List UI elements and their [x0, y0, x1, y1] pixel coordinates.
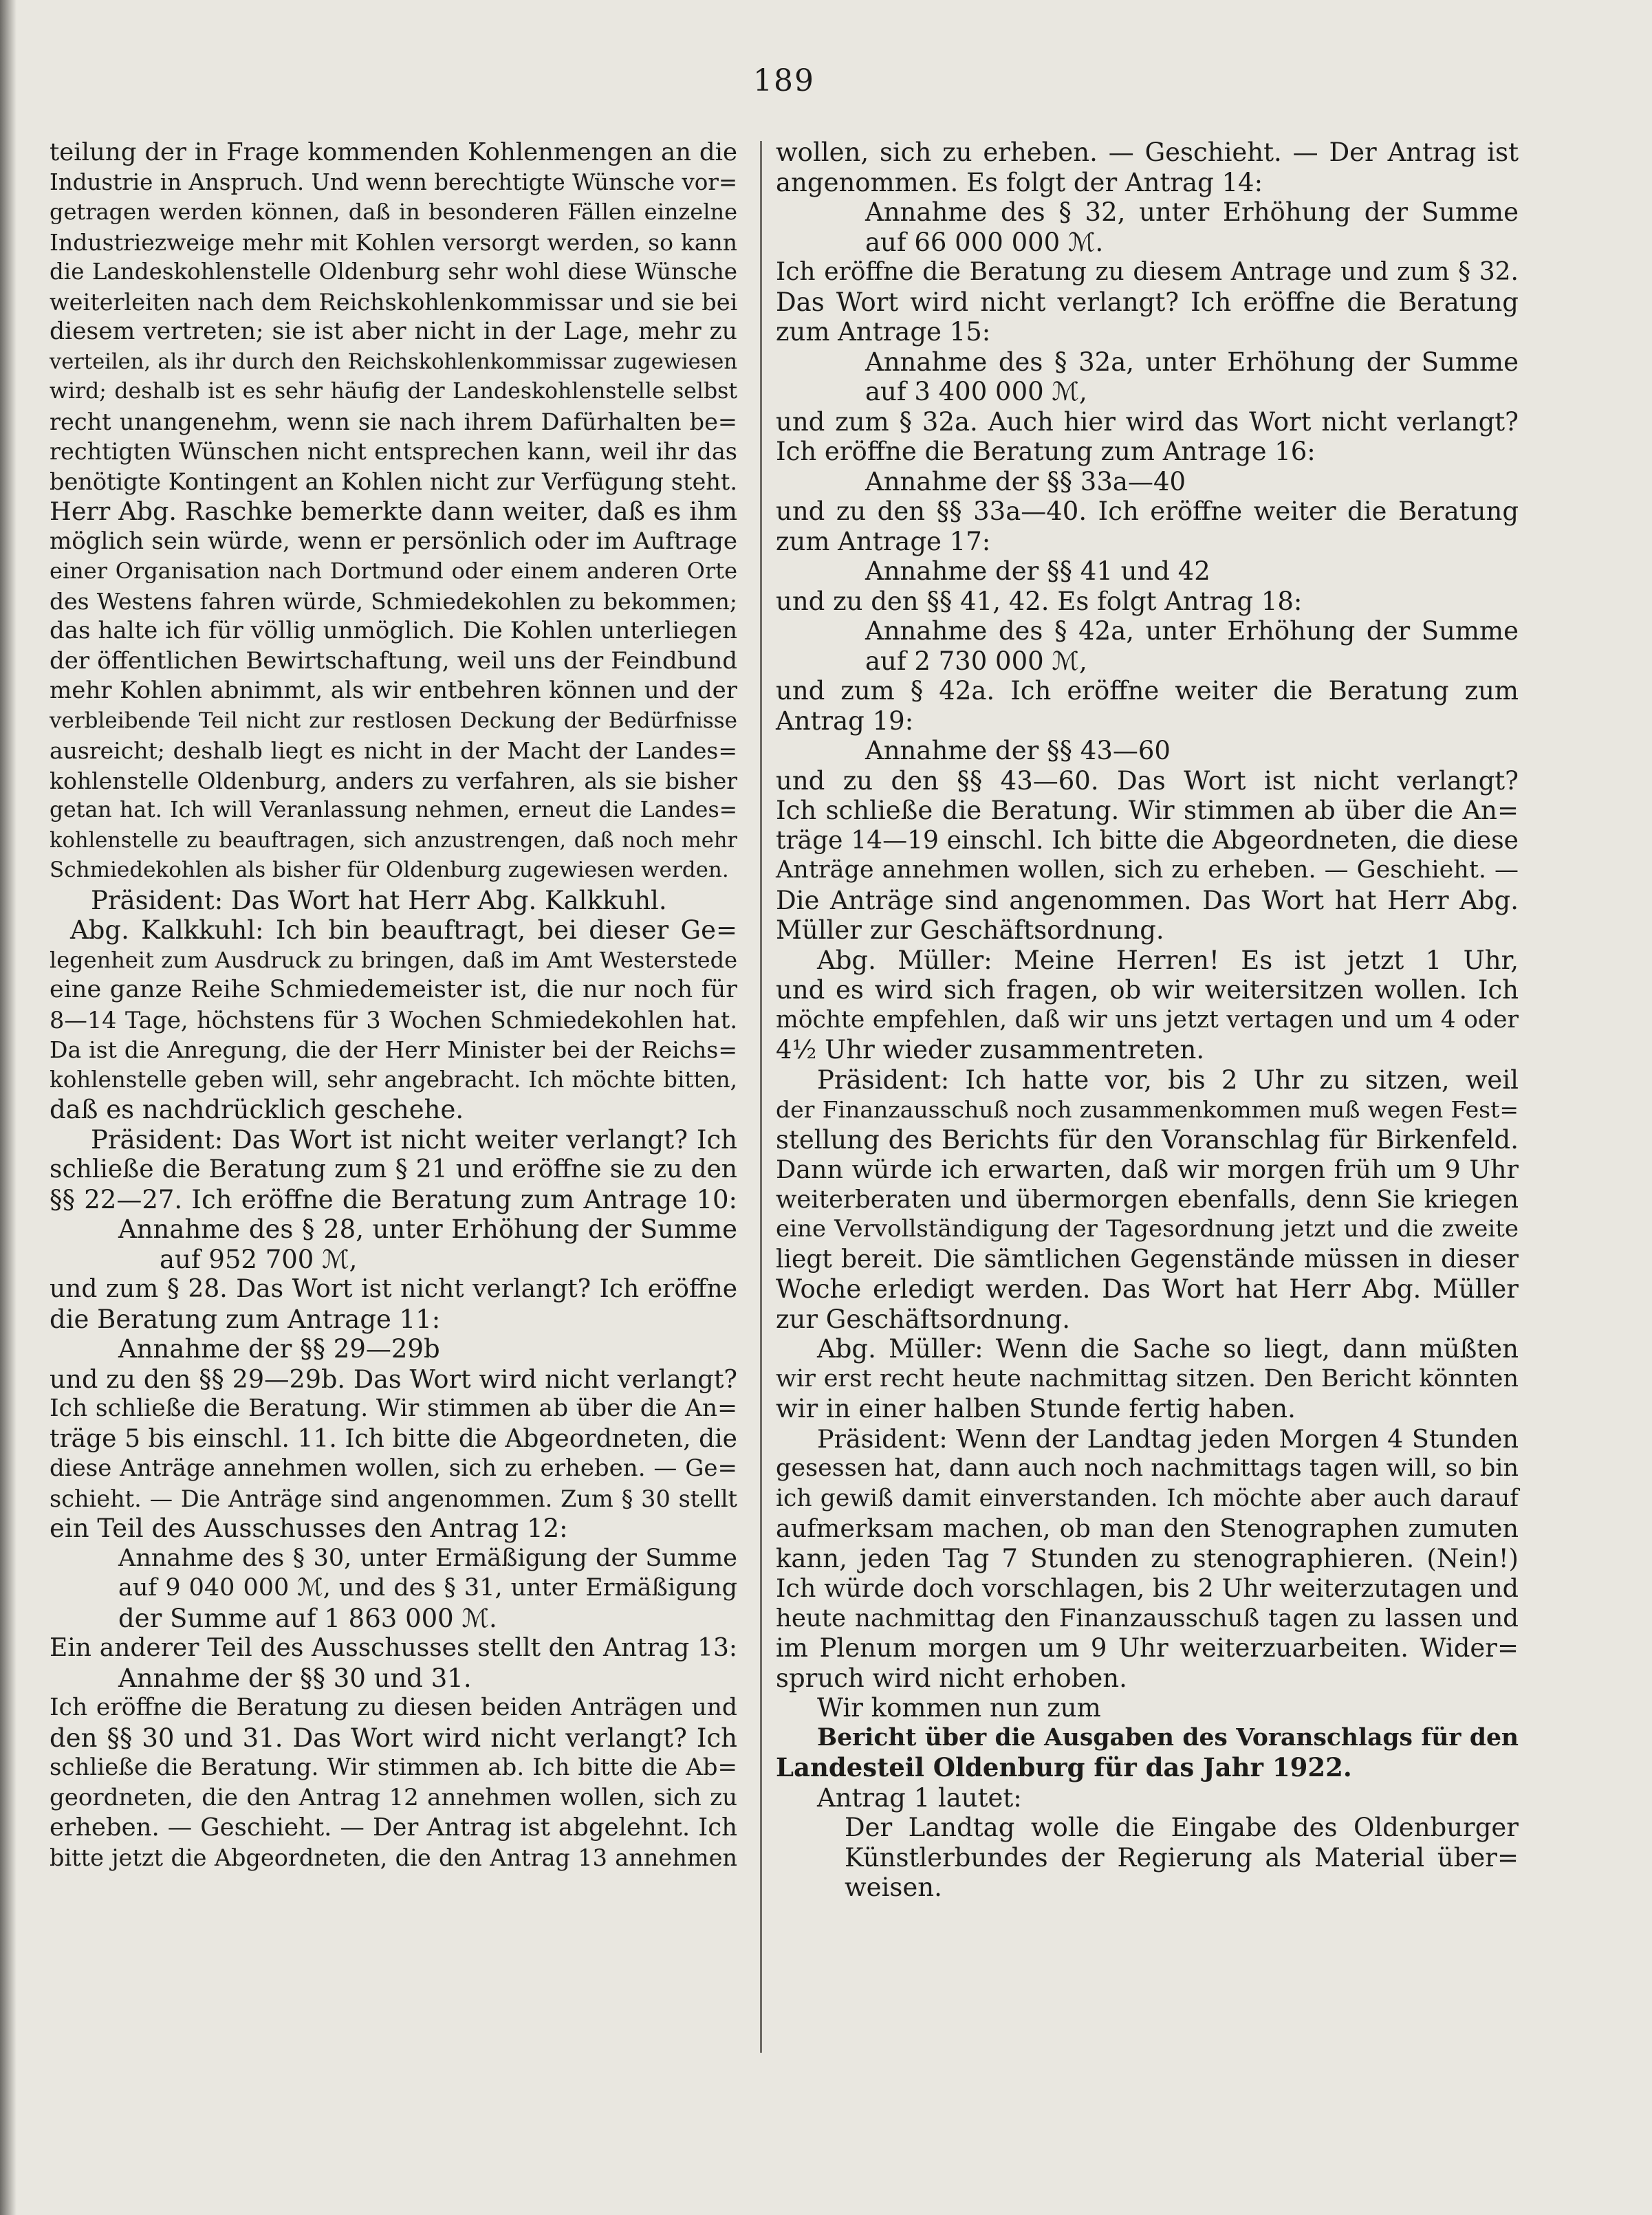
page-number: 189: [753, 63, 815, 98]
text-line: Annahme der §§ 29—29b: [118, 1334, 440, 1364]
text-line: kohlenstelle geben will, sehr angebracht. Ich möchte bitten,: [50, 1066, 737, 1093]
text-line: kohlenstelle zu beauftragen, sich anzustrengen, daß noch mehr: [50, 828, 737, 853]
text-line: liegt bereit. Die sämtlichen Gegenstände müssen in dieser: [776, 1245, 1519, 1274]
text-line: Annahme des § 30, unter Ermäßigung der Summe: [118, 1544, 737, 1572]
text-line: schließe die Beratung. Wir stimmen ab. Ich bitte die Ab=: [50, 1754, 737, 1781]
text-line: Annahme des § 42a, unter Erhöhung der Summe: [865, 616, 1519, 646]
text-line: eine Vervollständigung der Tagesordnung jetzt und die zweite: [776, 1215, 1519, 1243]
text-line: legenheit zum Ausdruck zu bringen, daß im Amt Westerstede: [50, 946, 737, 973]
text-line: auf 2 730 000 ℳ,: [865, 646, 1087, 676]
text-line: Anträge annehmen wollen, sich zu erheben. — Geschieht. —: [776, 856, 1519, 884]
text-line: Ich schließe die Beratung. Wir stimmen ab über die An=: [50, 1395, 737, 1422]
text-line: Da ist die Anregung, die der Herr Minister bei der Reichs=: [50, 1036, 737, 1063]
text-line: ausreicht; deshalb liegt es nicht in der Macht der Landes=: [50, 737, 737, 764]
text-line: kohlenstelle Oldenburg, anders zu verfahren, als sie bisher: [50, 767, 737, 794]
text-line: rechtigten Wünschen nicht entsprechen kann, weil ihr das: [50, 438, 737, 465]
text-line: des Westens fahren würde, Schmiedekohlen zu bekommen;: [50, 587, 737, 615]
text-line: im Plenum morgen um 9 Uhr weiterzuarbeiten. Wider=: [776, 1633, 1519, 1663]
page-edge-shadow: [0, 0, 17, 2215]
text-line: getan hat. Ich will Veranlassung nehmen, erneut die Landes=: [50, 798, 737, 822]
text-line: Künstlerbundes der Regierung als Material über=: [845, 1842, 1519, 1873]
text-line: die Beratung zum Antrage 11:: [50, 1304, 441, 1334]
text-line: Präsident: Ich hatte vor, bis 2 Uhr zu sitzen, weil: [817, 1065, 1519, 1095]
text-line: träge 14—19 einschl. Ich bitte die Abgeordneten, die diese: [776, 826, 1519, 855]
text-line: wir in einer halben Stunde fertig haben.: [776, 1394, 1296, 1423]
text-line: Wir kommen nun zum: [817, 1693, 1101, 1723]
text-line: Ein anderer Teil des Ausschusses stellt den Antrag 13:: [50, 1634, 737, 1662]
text-line: schließe die Beratung zum § 21 und eröffne sie zu den: [50, 1155, 737, 1183]
text-line: Ich eröffne die Beratung zu diesen beiden Anträgen und: [50, 1694, 737, 1721]
text-line: und zu den §§ 33a—40. Ich eröffne weiter die Beratung: [776, 497, 1519, 526]
text-line: Bericht über die Ausgaben des Voranschlags für den: [817, 1723, 1519, 1752]
text-line: Woche erledigt werden. Das Wort hat Herr Abg. Müller: [776, 1274, 1519, 1304]
text-line: träge 5 bis einschl. 11. Ich bitte die Abgeordneten, die: [50, 1424, 737, 1453]
text-line: Industriezweige mehr mit Kohlen versorgt werden, so kann: [50, 228, 737, 256]
text-line: gesessen hat, dann auch noch nachmittags tagen will, so bin: [776, 1454, 1519, 1482]
text-line: geordneten, die den Antrag 12 annehmen wollen, sich zu: [50, 1783, 737, 1811]
text-line: einer Organisation nach Dortmund oder einem anderen Orte: [50, 558, 737, 584]
text-line: auf 3 400 000 ℳ,: [865, 377, 1087, 406]
text-line: möchte empfehlen, daß wir uns jetzt vertagen und um 4 oder: [776, 1005, 1519, 1034]
text-line: und zum § 28. Das Wort ist nicht verlangt? Ich eröffne: [50, 1275, 737, 1303]
text-line: und zum § 32a. Auch hier wird das Wort nicht verlangt?: [776, 406, 1519, 437]
text-line: Der Landtag wolle die Eingabe des Oldenburger: [845, 1813, 1519, 1842]
text-line: Ich eröffne die Beratung zu diesem Antrage und zum § 32.: [776, 258, 1519, 286]
text-line: eine ganze Reihe Schmiedemeister ist, die nur noch für: [50, 976, 737, 1003]
text-line: und zu den §§ 29—29b. Das Wort wird nicht verlangt?: [50, 1364, 737, 1394]
text-line: benötigte Kontingent an Kohlen nicht zur Verfügung steht.: [50, 468, 737, 495]
text-line: Dann würde ich erwarten, daß wir morgen früh um 9 Uhr: [776, 1155, 1519, 1184]
text-line: heute nachmittag den Finanzausschuß tagen zu lassen und: [776, 1604, 1519, 1633]
text-line: angenommen. Es folgt der Antrag 14:: [776, 167, 1263, 197]
text-line: Das Wort wird nicht verlangt? Ich eröffne die Beratung: [776, 287, 1519, 317]
text-line: möglich sein würde, wenn er persönlich oder im Auftrage: [50, 527, 737, 555]
text-line: Annahme des § 32a, unter Erhöhung der Summe: [865, 347, 1519, 377]
text-line: ich gewiß damit einverstanden. Ich möchte aber auch darauf: [776, 1484, 1519, 1512]
text-line: den §§ 30 und 31. Das Wort wird nicht verlangt? Ich: [50, 1723, 737, 1753]
text-line: diese Anträge annehmen wollen, sich zu erheben. — Ge=: [50, 1454, 737, 1482]
text-line: Annahme der §§ 30 und 31.: [118, 1663, 472, 1693]
text-line: recht unangenehm, wenn sie nach ihrem Dafürhalten be=: [50, 408, 737, 435]
text-line: verbleibende Teil nicht zur restlosen Deckung der Bedürfnisse: [50, 708, 737, 733]
text-line: und es wird sich fragen, ob wir weitersitzen wollen. Ich: [776, 975, 1519, 1005]
text-line: auf 66 000 000 ℳ.: [865, 227, 1104, 257]
text-line: auf 952 700 ℳ,: [160, 1244, 358, 1274]
text-line: 4½ Uhr wieder zusammentreten.: [776, 1035, 1205, 1065]
text-line: kann, jeden Tag 7 Stunden zu stenographieren. (Nein!): [776, 1543, 1519, 1573]
text-line: Annahme der §§ 43—60: [865, 736, 1171, 765]
text-line: erheben. — Geschieht. — Der Antrag ist abgelehnt. Ich: [50, 1813, 737, 1842]
text-line: teilung der in Frage kommenden Kohlenmengen an die: [50, 138, 737, 166]
text-line: zur Geschäftsordnung.: [776, 1304, 1070, 1334]
text-line: wir erst recht heute nachmittag sitzen. Den Bericht könnten: [776, 1364, 1519, 1393]
text-line: Annahme der §§ 33a—40: [865, 466, 1186, 497]
text-line: stellung des Berichts für den Voranschlag für Birkenfeld.: [776, 1124, 1519, 1155]
text-line: wollen, sich zu erheben. — Geschieht. — Der Antrag ist: [776, 138, 1519, 167]
text-line: weisen.: [845, 1873, 942, 1902]
text-line: Abg. Müller: Wenn die Sache so liegt, dann müßten: [817, 1334, 1519, 1364]
text-line: Ich würde doch vorschlagen, bis 2 Uhr weiterzutagen und: [776, 1573, 1519, 1603]
text-line: Präsident: Das Wort hat Herr Abg. Kalkkuhl.: [91, 885, 667, 915]
text-line: spruch wird nicht erhoben.: [776, 1663, 1127, 1693]
text-line: auf 9 040 000 ℳ, und des § 31, unter Ermäßigung: [118, 1574, 737, 1602]
column-divider: [760, 141, 762, 2053]
text-line: §§ 22—27. Ich eröffne die Beratung zum Antrage 10:: [50, 1184, 737, 1214]
text-line: zum Antrage 15:: [776, 317, 991, 347]
text-line: Abg. Kalkkuhl: Ich bin beauftragt, bei dieser Ge=: [70, 915, 737, 945]
text-line: daß es nachdrücklich geschehe.: [50, 1095, 464, 1124]
text-line: zum Antrage 17:: [776, 526, 991, 556]
text-line: Landesteil Oldenburg für das Jahr 1922.: [776, 1752, 1352, 1782]
text-line: diesem vertreten; sie ist aber nicht in der Lage, mehr zu: [50, 318, 737, 345]
text-line: verteilen, als ihr durch den Reichskohlenkommissar zugewiesen: [50, 349, 737, 374]
text-line: Müller zur Geschäftsordnung.: [776, 915, 1164, 945]
text-line: weiterleiten nach dem Reichskohlenkommissar und sie bei: [50, 288, 738, 316]
text-line: und zum § 42a. Ich eröffne weiter die Beratung zum: [776, 676, 1519, 706]
text-line: Annahme des § 28, unter Erhöhung der Summe: [118, 1214, 737, 1244]
text-line: Antrag 19:: [776, 706, 914, 736]
right-text-column: [776, 138, 1519, 1903]
text-line: aufmerksam machen, ob man den Stenographen zumuten: [776, 1514, 1519, 1543]
text-line: mehr Kohlen abnimmt, als wir entbehren können und der: [50, 677, 737, 704]
text-line: getragen werden können, daß in besonderen Fällen einzelne: [50, 199, 737, 225]
text-line: Schmiedekohlen als bisher für Oldenburg zugewiesen werden.: [50, 858, 729, 882]
text-line: der Summe auf 1 863 000 ℳ.: [118, 1603, 497, 1633]
text-line: Ich eröffne die Beratung zum Antrage 16:: [776, 437, 1316, 466]
text-line: schieht. — Die Anträge sind angenommen. Zum § 30 stellt: [50, 1485, 737, 1512]
text-line: Präsident: Das Wort ist nicht weiter verlangt? Ich: [91, 1124, 737, 1155]
text-line: und zu den §§ 43—60. Das Wort ist nicht verlangt?: [776, 765, 1519, 796]
text-line: bitte jetzt die Abgeordneten, die den Antrag 13 annehmen: [50, 1844, 737, 1871]
text-line: Herr Abg. Raschke bemerkte dann weiter, daß es ihm: [50, 497, 737, 526]
text-line: Antrag 1 lautet:: [817, 1782, 1022, 1813]
text-line: der Finanzausschuß noch zusammenkommen muß wegen Fest=: [776, 1096, 1519, 1123]
text-line: der öffentlichen Bewirtschaftung, weil uns der Feindbund: [50, 646, 737, 675]
text-line: die Landeskohlenstelle Oldenburg sehr wohl diese Wünsche: [50, 259, 737, 285]
text-line: Ich schließe die Beratung. Wir stimmen ab über die An=: [776, 796, 1519, 825]
text-line: Annahme der §§ 41 und 42: [865, 556, 1210, 586]
left-text-column: [50, 138, 737, 1873]
text-line: Industrie in Anspruch. Und wenn berechtigte Wünsche vor=: [50, 168, 738, 195]
text-line: Abg. Müller: Meine Herren! Es ist jetzt 1 Uhr,: [817, 945, 1519, 975]
text-line: 8—14 Tage, höchstens für 3 Wochen Schmiedekohlen hat.: [50, 1006, 737, 1034]
text-line: Präsident: Wenn der Landtag jeden Morgen 4 Stunden: [817, 1423, 1519, 1454]
text-line: und zu den §§ 41, 42. Es folgt Antrag 18:: [776, 586, 1303, 616]
text-line: Annahme des § 32, unter Erhöhung der Summe: [865, 197, 1519, 227]
text-line: wird; deshalb ist es sehr häufig der Landeskohlenstelle selbst: [50, 379, 737, 404]
text-line: Die Anträge sind angenommen. Das Wort hat Herr Abg.: [776, 885, 1519, 915]
text-line: das halte ich für völlig unmöglich. Die Kohlen unterliegen: [50, 617, 737, 644]
text-line: ein Teil des Ausschusses den Antrag 12:: [50, 1514, 568, 1543]
text-line: weiterberaten und übermorgen ebenfalls, denn Sie kriegen: [776, 1185, 1519, 1214]
